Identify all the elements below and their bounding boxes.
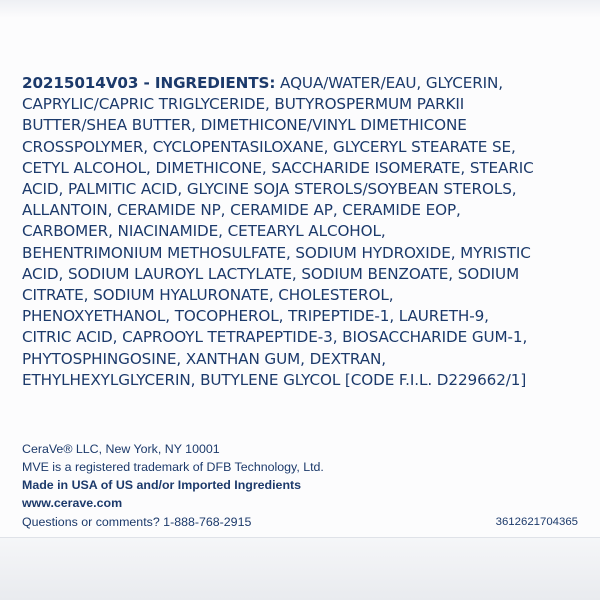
top-edge-shadow: [0, 0, 600, 18]
barcode-number: 3612621704365: [495, 516, 578, 528]
ingredients-line: CARBOMER, NIACINAMIDE, CETEARYL ALCOHOL,: [22, 222, 386, 241]
ingredients-line: 20215014V03 - INGREDIENTS: AQUA/WATER/EAU, GLYCERIN,: [22, 74, 504, 92]
ingredients-line: ALLANTOIN, CERAMIDE NP, CERAMIDE AP, CERAMIDE EOP,: [22, 201, 461, 220]
ingredients-code: 20215014V03 - INGREDIENTS:: [22, 74, 276, 92]
ingredients-line: CITRATE, SODIUM HYALURONATE, CHOLESTEROL,: [22, 286, 394, 305]
ingredients-line: CAPRYLIC/CAPRIC TRIGLYCERIDE, BUTYROSPERMUM PARKII: [22, 95, 465, 114]
ingredients-line: ETHYLHEXYLGLYCERIN, BUTYLENE GLYCOL [CODE F.I.L. D229662/1]: [22, 370, 527, 389]
ingredients-line: ACID, PALMITIC ACID, GLYCINE SOJA STEROLS/SOYBEAN STEROLS,: [22, 180, 517, 199]
questions-phone: Questions or comments? 1-888-768-2915: [22, 515, 252, 529]
origin-statement: Made in USA of US and/or Imported Ingredients: [22, 478, 302, 492]
website-link[interactable]: www.cerave.com: [22, 496, 123, 510]
ingredients-line: BUTTER/SHEA BUTTER, DIMETHICONE/VINYL DIMETHICONE: [22, 116, 467, 135]
ingredients-line: PHENOXYETHANOL, TOCOPHEROL, TRIPEPTIDE-1, LAURETH-9,: [22, 307, 489, 326]
ingredients-line: CROSSPOLYMER, CYCLOPENTASILOXANE, GLYCERYL STEARATE SE,: [22, 137, 516, 156]
manufacturer-info: [22, 440, 582, 512]
trademark-notice: MVE is a registered trademark of DFB Technology, Ltd.: [22, 460, 324, 474]
ingredients-line: CETYL ALCOHOL, DIMETHICONE, SACCHARIDE ISOMERATE, STEARIC: [22, 158, 534, 177]
ingredients-line: ACID, SODIUM LAUROYL LACTYLATE, SODIUM BENZOATE, SODIUM: [22, 264, 520, 283]
ingredients-panel: [22, 73, 594, 391]
ingredients-line: CITRIC ACID, CAPROOYL TETRAPEPTIDE-3, BIOSACCHARIDE GUM-1,: [22, 328, 528, 347]
contact-row: [22, 513, 578, 531]
company-address: CeraVe® LLC, New York, NY 10001: [22, 442, 220, 456]
ingredients-line: BEHENTRIMONIUM METHOSULFATE, SODIUM HYDROXIDE, MYRISTIC: [22, 243, 531, 262]
bottom-edge-shadow: [0, 537, 600, 600]
ingredients-line: PHYTOSPHINGOSINE, XANTHAN GUM, DEXTRAN,: [22, 349, 386, 368]
